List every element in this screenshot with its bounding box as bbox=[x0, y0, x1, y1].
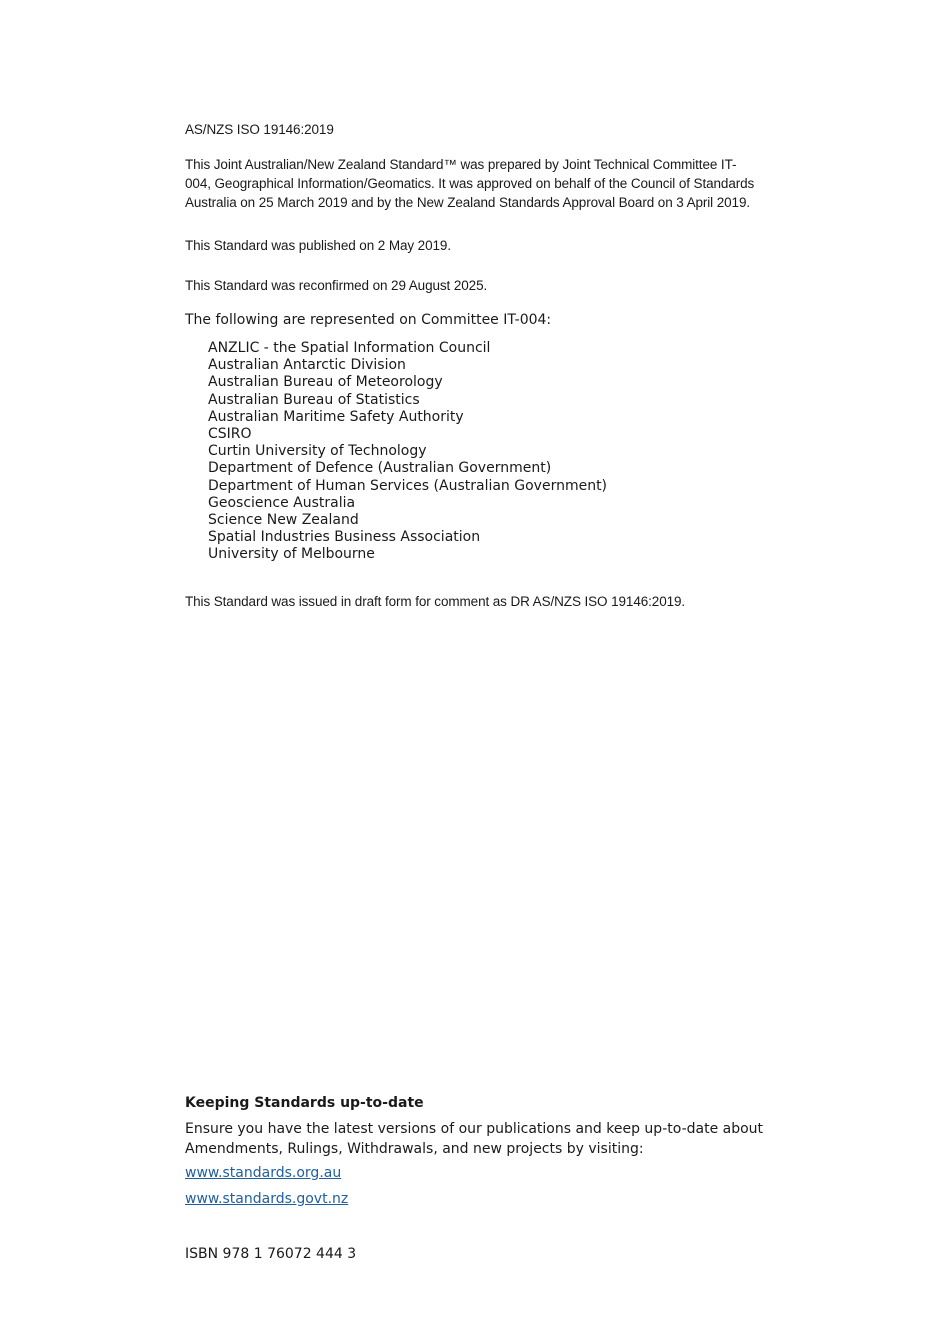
list-item: Curtin University of Technology bbox=[208, 443, 427, 460]
list-item: University of Melbourne bbox=[208, 546, 375, 563]
intro-paragraph: This Joint Australian/New Zealand Standard™ was prepared by Joint Technical Committee IT-004, Geographical Information/Geomatics. It was approved on behalf of the Council of Standards Australia on 25 March 2019 and by the New Zealand Standards Approval Board on 3 April 2019. bbox=[185, 157, 755, 210]
standard-id: AS/NZS ISO 19146:2019 bbox=[185, 122, 334, 137]
list-item: Australian Bureau of Statistics bbox=[208, 391, 420, 408]
list-item: Australian Antarctic Division bbox=[208, 357, 406, 374]
list-item: ANZLIC - the Spatial Information Council bbox=[208, 340, 491, 356]
standards-nz-link[interactable]: www.standards.govt.nz bbox=[185, 1191, 349, 1207]
draft-note: This Standard was issued in draft form for comment as DR AS/NZS ISO 19146:2019. bbox=[185, 594, 686, 609]
list-item: Australian Maritime Safety Authority bbox=[208, 408, 464, 425]
committee-member-list bbox=[208, 340, 607, 564]
committee-intro: The following are represented on Committee IT-004: bbox=[185, 312, 552, 328]
keeping-heading: Keeping Standards up-to-date bbox=[185, 1095, 424, 1111]
isbn: ISBN 978 1 76072 444 3 bbox=[185, 1246, 357, 1262]
standards-au-link[interactable]: www.standards.org.au bbox=[185, 1165, 342, 1181]
published-date: This Standard was published on 2 May 2019. bbox=[185, 238, 451, 253]
list-item: Department of Defence (Australian Government) bbox=[208, 460, 552, 477]
list-item: Department of Human Services (Australian Government) bbox=[208, 477, 608, 494]
list-item: Spatial Industries Business Association bbox=[208, 529, 481, 546]
list-item: Geoscience Australia bbox=[208, 494, 356, 511]
list-item: CSIRO bbox=[208, 426, 252, 443]
keeping-body: Ensure you have the latest versions of our publications and keep up-to-date about Amendments, Rulings, Withdrawals, and new projects by visiting: bbox=[185, 1121, 764, 1157]
list-item: Australian Bureau of Meteorology bbox=[208, 374, 443, 391]
reconfirmed-date: This Standard was reconfirmed on 29 August 2025. bbox=[185, 278, 488, 293]
list-item: Science New Zealand bbox=[208, 512, 359, 529]
